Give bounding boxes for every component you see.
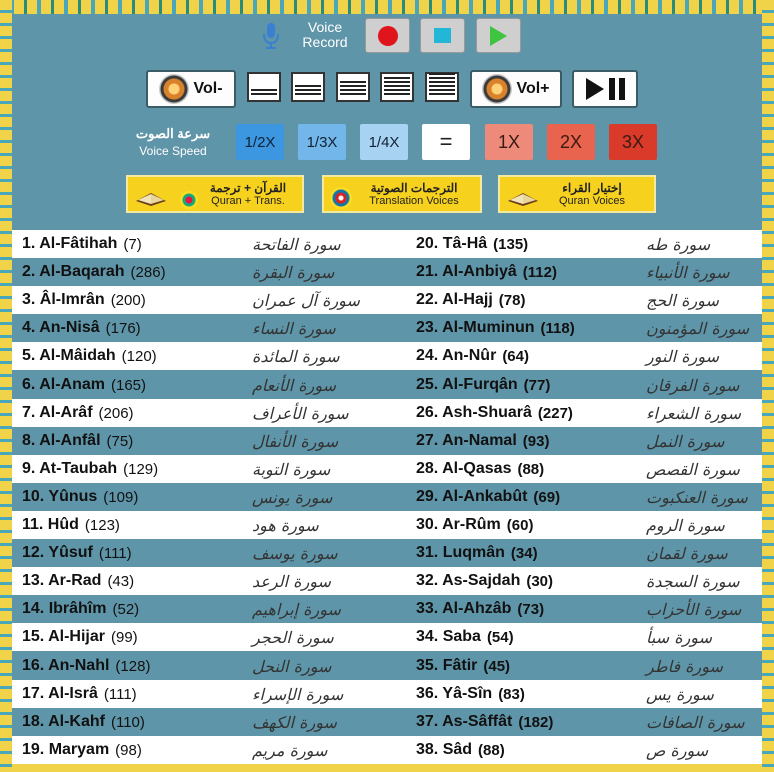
book-icon: [134, 187, 168, 207]
speed-2x-label: 2X: [559, 131, 583, 152]
surah-arabic-calligraphy: سورة الصافات: [646, 712, 745, 732]
volume-level-1[interactable]: [247, 72, 281, 102]
surah-arabic-calligraphy: سورة الأنبياء: [646, 262, 730, 282]
stop-icon: [434, 28, 451, 43]
surah-verse-count: (34): [510, 544, 538, 562]
surah-row: [12, 342, 762, 370]
surah-name: 28. Al-Qasas: [416, 460, 512, 477]
surah-arabic-calligraphy: سورة الحج: [646, 290, 719, 310]
surah-item[interactable]: [12, 314, 368, 342]
surah-item[interactable]: [12, 371, 368, 399]
surah-item[interactable]: [406, 258, 762, 286]
surah-row: [12, 427, 762, 455]
surah-name: 9. At-Taubah: [22, 460, 118, 477]
speed-1x-label: 1X: [497, 131, 521, 152]
surah-item[interactable]: [406, 595, 762, 623]
volume-level-4[interactable]: [380, 72, 414, 102]
surah-item[interactable]: [12, 652, 368, 680]
surah-item[interactable]: [406, 230, 762, 258]
surah-item[interactable]: [406, 623, 762, 651]
surah-item[interactable]: [12, 483, 368, 511]
surah-verse-count: (128): [115, 657, 151, 675]
surah-arabic-calligraphy: سورة يوسف: [252, 543, 338, 563]
stop-button[interactable]: [420, 18, 465, 53]
surah-item[interactable]: [406, 314, 762, 342]
surah-arabic-calligraphy: سورة لقمان: [646, 543, 728, 563]
surah-name: 6. Al-Anam: [22, 376, 105, 393]
surah-name: 22. Al-Hajj: [416, 291, 493, 308]
surah-verse-count: (286): [130, 263, 166, 281]
surah-verse-count: (30): [526, 572, 554, 590]
surah-verse-count: (112): [522, 263, 557, 281]
surah-row: [12, 230, 762, 258]
surah-name: 18. Al-Kahf: [22, 713, 105, 730]
surah-arabic-calligraphy: سورة المائدة: [252, 346, 340, 366]
surah-name: 31. Luqmân: [416, 544, 505, 561]
surah-verse-count: (227): [537, 404, 573, 422]
surah-name: 33. Al-Ahzâb: [416, 600, 512, 617]
surah-item[interactable]: [406, 736, 762, 764]
voice-record-label: Voice Record: [302, 19, 348, 50]
surah-verse-count: (45): [483, 657, 511, 675]
quran-voices-label: Quran Voices: [558, 194, 626, 207]
surah-list: [12, 218, 762, 764]
quran-trans-label: Quran + Trans.: [211, 194, 285, 207]
volume-level-2[interactable]: [291, 72, 325, 102]
surah-item[interactable]: [406, 652, 762, 680]
surah-name: 35. Fâtir: [416, 657, 478, 674]
book-icon: [506, 187, 540, 207]
surah-verse-count: (52): [112, 600, 140, 618]
surah-verse-count: (206): [98, 404, 134, 422]
surah-verse-count: (60): [506, 516, 534, 534]
surah-verse-count: (77): [523, 376, 551, 394]
surah-name: 4. An-Nisâ: [22, 319, 100, 336]
top-ornament: [0, 0, 774, 14]
surah-arabic-calligraphy: سورة النحل: [252, 656, 332, 676]
surah-verse-count: (110): [110, 713, 145, 731]
surah-row: [12, 595, 762, 623]
surah-arabic-calligraphy: سورة الروم: [646, 515, 725, 535]
speed-third-button[interactable]: [298, 124, 346, 160]
surah-arabic-calligraphy: سورة الحجر: [252, 627, 334, 647]
surah-verse-count: (120): [121, 347, 157, 365]
surah-item[interactable]: [12, 736, 368, 764]
surah-arabic-calligraphy: سورة السجدة: [646, 571, 740, 591]
surah-name: 30. Ar-Rûm: [416, 516, 501, 533]
surah-name: 21. Al-Anbiyâ: [416, 263, 517, 280]
surah-row: [12, 371, 762, 399]
surah-arabic-calligraphy: سورة القصص: [646, 459, 740, 479]
surah-name: 34. Saba: [416, 628, 481, 645]
speed-half-button[interactable]: [236, 124, 284, 160]
surah-name: 15. Al-Hijar: [22, 628, 105, 645]
surah-item[interactable]: [12, 399, 368, 427]
surah-row: [12, 399, 762, 427]
surah-row: [12, 736, 762, 764]
quran-trans-button[interactable]: [126, 175, 304, 213]
surah-verse-count: (73): [517, 600, 545, 618]
surah-arabic-calligraphy: سورة الأعراف: [252, 403, 349, 423]
surah-verse-count: (93): [522, 432, 550, 450]
surah-arabic-calligraphy: سورة سبأ: [646, 627, 712, 647]
surah-arabic-calligraphy: سورة يس: [646, 684, 714, 704]
surah-row: [12, 567, 762, 595]
surah-item[interactable]: [12, 286, 368, 314]
surah-name: 27. An-Namal: [416, 432, 517, 449]
surah-item[interactable]: [406, 567, 762, 595]
surah-item[interactable]: [406, 708, 762, 736]
surah-verse-count: (200): [110, 291, 146, 309]
surah-verse-count: (78): [498, 291, 526, 309]
surah-item[interactable]: [406, 511, 762, 539]
surah-name: 13. Ar-Rad: [22, 572, 102, 589]
speaker-icon: [482, 74, 512, 104]
speed-half-label: 1/2X: [244, 133, 276, 151]
surah-name: 25. Al-Furqân: [416, 376, 518, 393]
surah-verse-count: (64): [502, 347, 529, 365]
speed-1x-button[interactable]: [485, 124, 533, 160]
surah-name: 36. Yâ-Sîn: [416, 685, 493, 702]
surah-verse-count: (109): [103, 488, 139, 506]
surah-arabic-calligraphy: سورة الإسراء: [252, 684, 344, 704]
surah-item[interactable]: [406, 371, 762, 399]
surah-arabic-calligraphy: سورة النساء: [252, 318, 336, 338]
surah-verse-count: (98): [115, 741, 142, 759]
surah-arabic-calligraphy: سورة الأنفال: [252, 431, 339, 451]
surah-name: 20. Tâ-Hâ: [416, 235, 488, 252]
surah-verse-count: (165): [110, 376, 147, 394]
surah-arabic-calligraphy: سورة الأحزاب: [646, 599, 742, 619]
volume-down-label: Vol-: [193, 80, 223, 97]
surah-item[interactable]: [12, 511, 368, 539]
left-ornament: [0, 0, 12, 772]
surah-verse-count: (182): [518, 713, 554, 731]
surah-verse-count: (176): [105, 319, 141, 337]
surah-verse-count: (69): [533, 488, 561, 506]
surah-item[interactable]: [406, 286, 762, 314]
voice-speed-label-arabic: سرعة الصوت: [135, 126, 211, 141]
surah-verse-count: (54): [486, 628, 514, 646]
surah-arabic-calligraphy: سورة هود: [252, 515, 319, 535]
surah-arabic-calligraphy: سورة الرعد: [252, 571, 331, 591]
surah-item[interactable]: [12, 258, 368, 286]
surah-row: [12, 511, 762, 539]
globe-icon: [330, 187, 352, 209]
surah-arabic-calligraphy: سورة المؤمنون: [646, 318, 750, 338]
surah-row: [12, 455, 762, 483]
surah-row: [12, 652, 762, 680]
surah-arabic-calligraphy: سورة الأنعام: [252, 375, 337, 395]
surah-name: 38. Sâd: [416, 741, 473, 758]
quran-voices-arabic: إختيار القراء: [562, 180, 622, 195]
surah-arabic-calligraphy: سورة طه: [646, 234, 711, 254]
surah-name: 29. Al-Ankabût: [416, 488, 528, 505]
surah-item[interactable]: [12, 539, 368, 567]
globe-icon: [180, 191, 198, 209]
surah-name: 1. Al-Fâtihah: [22, 235, 118, 252]
surah-row: [12, 286, 762, 314]
translation-voices-button[interactable]: [322, 175, 482, 213]
surah-arabic-calligraphy: سورة إبراهيم: [252, 599, 341, 619]
surah-name: 10. Yûnus: [22, 488, 98, 505]
surah-item[interactable]: [12, 623, 368, 651]
speed-third-label: 1/3X: [306, 133, 338, 151]
surah-item[interactable]: [406, 455, 762, 483]
record-icon: [378, 26, 398, 46]
surah-arabic-calligraphy: سورة يونس: [252, 487, 333, 507]
translation-voices-arabic: الترجمات الصوتية: [370, 180, 458, 195]
surah-verse-count: (99): [111, 628, 138, 646]
microphone-icon: [263, 22, 279, 50]
surah-row: [12, 314, 762, 342]
speed-normal-label: =: [439, 129, 453, 154]
play-record-button[interactable]: [476, 18, 521, 53]
speaker-icon: [159, 74, 189, 104]
surah-arabic-calligraphy: سورة آل عمران: [252, 290, 360, 310]
quran-voices-button[interactable]: [498, 175, 656, 213]
surah-name: 16. An-Nahl: [22, 657, 110, 674]
volume-up-button[interactable]: [470, 70, 562, 108]
surah-verse-count: (135): [493, 235, 529, 253]
surah-name: 8. Al-Anfâl: [22, 432, 101, 449]
surah-verse-count: (88): [517, 460, 545, 478]
surah-name: 11. Hûd: [22, 516, 79, 533]
surah-row: [12, 680, 762, 708]
surah-name: 32. As-Sajdah: [416, 572, 521, 589]
surah-item[interactable]: [12, 595, 368, 623]
surah-verse-count: (129): [123, 460, 159, 478]
surah-item[interactable]: [406, 342, 762, 370]
surah-verse-count: (111): [103, 685, 137, 703]
surah-name: 24. An-Nûr: [416, 347, 497, 364]
surah-row: [12, 483, 762, 511]
surah-name: 5. Al-Mâidah: [22, 347, 116, 364]
surah-arabic-calligraphy: سورة النمل: [646, 431, 725, 451]
surah-verse-count: (7): [123, 235, 142, 253]
surah-name: 19. Maryam: [22, 741, 110, 758]
surah-name: 2. Al-Baqarah: [22, 263, 125, 280]
speed-quarter-button[interactable]: [360, 124, 408, 160]
speed-normal-button[interactable]: [422, 124, 470, 160]
right-ornament: [762, 0, 774, 772]
surah-arabic-calligraphy: سورة الكهف: [252, 712, 337, 732]
surah-arabic-calligraphy: سورة الفرقان: [646, 375, 740, 395]
volume-level-3[interactable]: [336, 72, 370, 102]
surah-arabic-calligraphy: سورة النور: [646, 346, 720, 366]
play-icon: [490, 26, 507, 46]
voice-speed-label: Voice Speed: [139, 144, 207, 158]
quran-trans-arabic: القرآن + ترجمة: [209, 180, 287, 195]
speed-3x-button[interactable]: [609, 124, 657, 160]
speed-3x-label: 3X: [621, 131, 645, 152]
surah-name: 17. Al-Isrâ: [22, 685, 98, 702]
surah-verse-count: (88): [478, 741, 505, 759]
surah-name: 23. Al-Muminun: [416, 319, 535, 336]
surah-item[interactable]: [12, 455, 368, 483]
play-pause-button[interactable]: [572, 70, 638, 108]
volume-down-button[interactable]: [146, 70, 236, 108]
surah-item[interactable]: [12, 567, 368, 595]
surah-item[interactable]: [406, 483, 762, 511]
surah-item[interactable]: [12, 427, 368, 455]
surah-verse-count: (111): [98, 544, 132, 562]
speed-2x-button[interactable]: [547, 124, 595, 160]
surah-item[interactable]: [12, 708, 368, 736]
surah-arabic-calligraphy: سورة مريم: [252, 740, 328, 760]
surah-row: [12, 708, 762, 736]
surah-name: 37. As-Sâffât: [416, 713, 513, 730]
surah-item[interactable]: [406, 399, 762, 427]
surah-verse-count: (75): [106, 432, 134, 450]
speed-quarter-label: 1/4X: [368, 133, 400, 151]
surah-arabic-calligraphy: سورة فاطر: [646, 656, 723, 676]
record-button[interactable]: [365, 18, 410, 53]
surah-arabic-calligraphy: سورة الفاتحة: [252, 234, 341, 254]
surah-verse-count: (43): [107, 572, 135, 590]
surah-arabic-calligraphy: سورة البقرة: [252, 262, 335, 282]
surah-item[interactable]: [406, 680, 762, 708]
surah-name: 14. Ibrâhîm: [22, 600, 107, 617]
surah-item[interactable]: [12, 680, 368, 708]
translation-voices-label: Translation Voices: [369, 194, 459, 207]
surah-arabic-calligraphy: سورة التوبة: [252, 459, 331, 479]
surah-arabic-calligraphy: سورة الشعراء: [646, 403, 741, 423]
surah-name: 26. Ash-Shuarâ: [416, 404, 532, 421]
surah-name: 7. Al-Arâf: [22, 404, 93, 421]
surah-arabic-calligraphy: سورة ص: [646, 740, 709, 760]
surah-name: 3. Âl-Imrân: [22, 291, 105, 308]
surah-arabic-calligraphy: سورة العنكبوت: [646, 487, 748, 507]
surah-verse-count: (83): [498, 685, 525, 703]
surah-item[interactable]: [12, 230, 368, 258]
volume-up-label: Vol+: [516, 80, 550, 97]
surah-item[interactable]: [12, 342, 368, 370]
surah-verse-count: (118): [540, 319, 575, 337]
surah-name: 12. Yûsuf: [22, 544, 93, 561]
play-pause-icon: [586, 78, 625, 100]
surah-item[interactable]: [406, 539, 762, 567]
volume-level-5[interactable]: [425, 72, 459, 102]
surah-verse-count: (123): [84, 516, 120, 534]
surah-item[interactable]: [406, 427, 762, 455]
surah-row: [12, 258, 762, 286]
surah-row: [12, 539, 762, 567]
surah-row: [12, 623, 762, 651]
